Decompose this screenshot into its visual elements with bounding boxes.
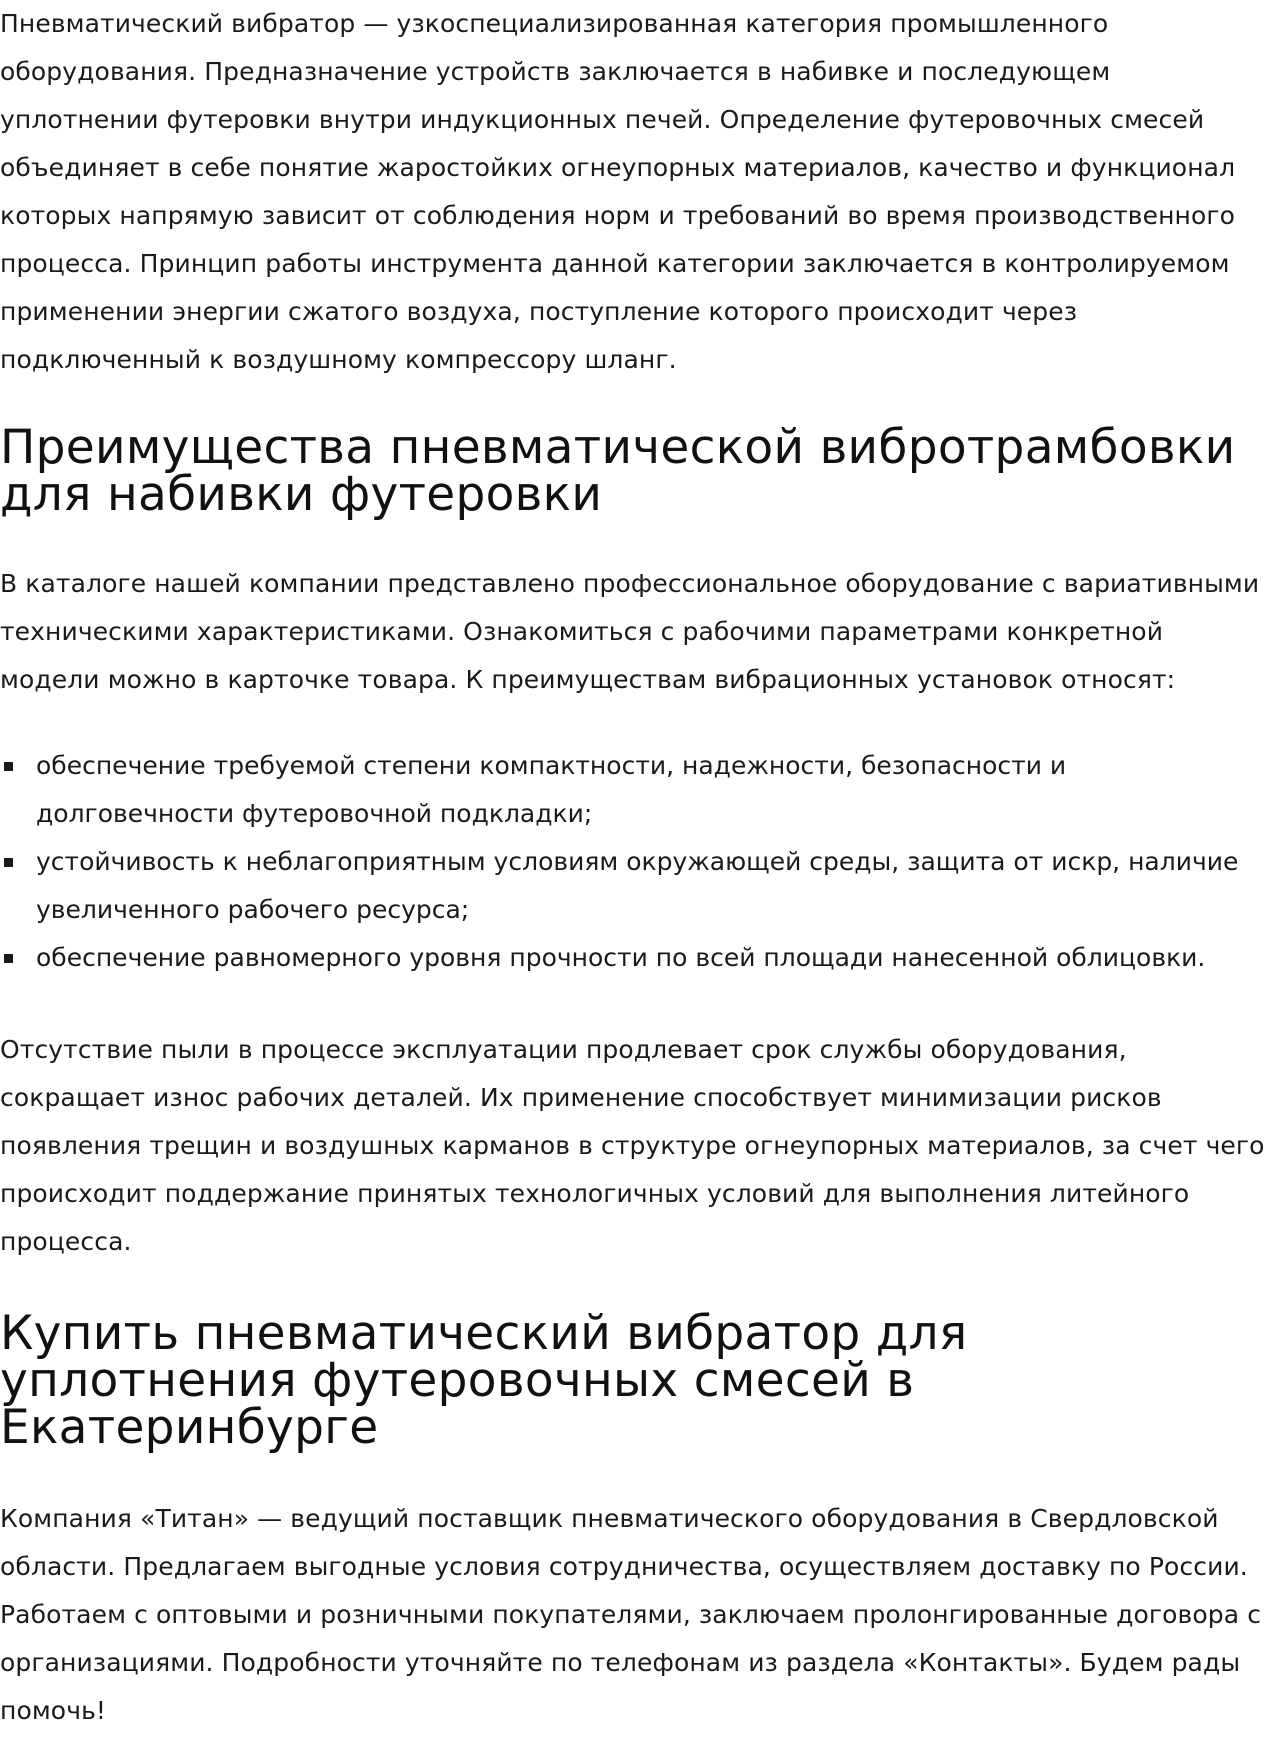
advantages-list xyxy=(0,742,1270,982)
square-bullet-icon xyxy=(4,858,13,867)
list-item xyxy=(0,934,1270,982)
company-paragraph: Компания «Титан» — ведущий поставщик пневматического оборудования в Свердловской области. Предлагаем выгодные условия сотрудничества, осуществляем доставку по России. Работаем с оптовыми и розничными покупателями, заключаем пролонгированные договора с организациями. Подробности уточняйте по телефонам из раздела «Контакты». Будем рады помочь! xyxy=(0,1504,1262,1725)
list-item-text: обеспечение требуемой степени компактности, надежности, безопасности и долговечности футеровочной подкладки; xyxy=(36,751,1067,828)
dust-paragraph: Отсутствие пыли в процессе эксплуатации продлевает срок службы оборудования, сокращает износ рабочих деталей. Их применение способствует минимизации рисков появления трещин и воздушных карманов в структуре огнеупорных материалов, за счет чего происходит поддержание принятых технологичных условий для выполнения литейного процесса. xyxy=(0,1035,1265,1256)
square-bullet-icon xyxy=(4,762,13,771)
list-item-text: обеспечение равномерного уровня прочности по всей площади нанесенной облицовки. xyxy=(36,943,1206,972)
list-item xyxy=(0,838,1270,934)
intro-paragraph: Пневматический вибратор — узкоспециализированная категория промышленного оборудования. Предназначение устройств заключается в набивке и последующем уплотнении футеровки внутри индукционных печей. Определение футеровочных смесей объединяет в себе понятие жаростойких огнеупорных материалов, качество и функционал которых напрямую зависит от соблюдения норм и требований во время производственного процесса. Принцип работы инструмента данной категории заключается в контролируемом применении энергии сжатого воздуха, поступление которого происходит через подключенный к воздушному компрессору шланг. xyxy=(0,9,1236,374)
square-bullet-icon xyxy=(4,954,13,963)
advantages-paragraph: В каталоге нашей компании представлено профессиональное оборудование с вариативными техническими характеристиками. Ознакомиться с рабочими параметрами конкретной модели можно в карточке товара. К преимуществам вибрационных установок относят: xyxy=(0,569,1260,694)
buy-heading: Купить пневматический вибратор для уплотнения футеровочных смесей в Екатеринбурге xyxy=(0,1306,968,1455)
list-item-text: устойчивость к неблагоприятным условиям окружающей среды, защита от искр, наличие увеличенного рабочего ресурса; xyxy=(36,847,1239,924)
list-item xyxy=(0,742,1270,838)
advantages-heading: Преимущества пневматической вибротрамбовки для набивки футеровки xyxy=(0,420,1236,522)
